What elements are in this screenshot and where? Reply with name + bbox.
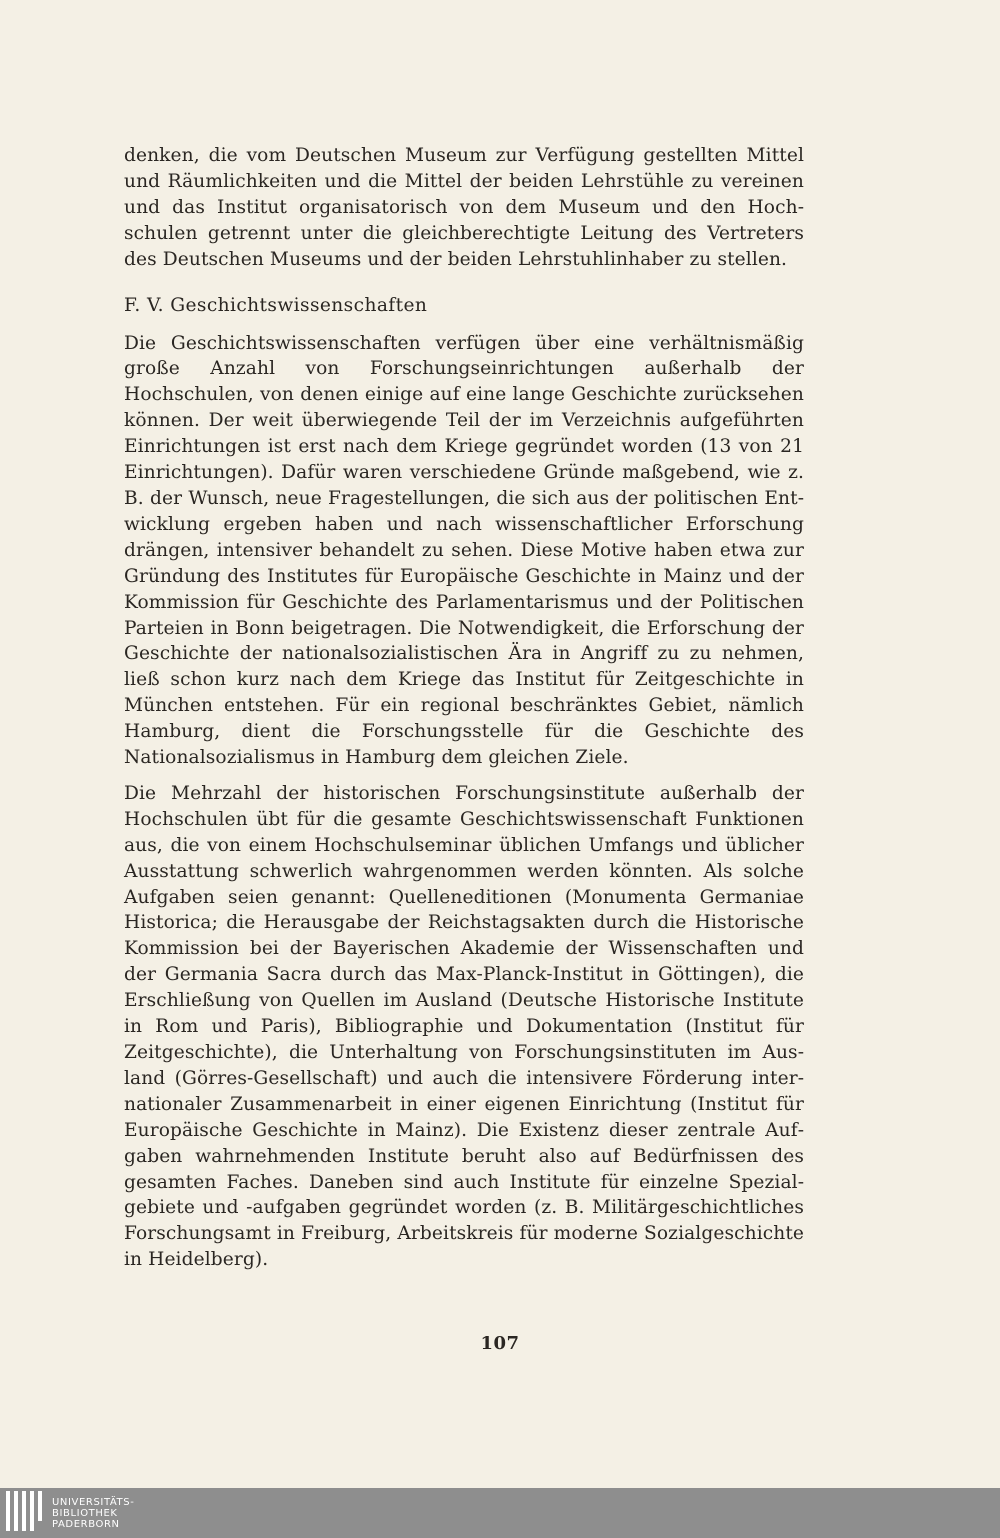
library-logo [6, 1490, 134, 1536]
footer-bar [0, 1488, 1000, 1538]
page-number: 107 [480, 1333, 520, 1354]
paragraph-2: Die Geschichtswissenschaften verfügen über eine verhältnismäßig große Anzahl von Forschungseinrichtungen außerhalb der Hochschulen, von denen einige auf eine lange Geschichte zurücksehen können. Der weit überwiegende Teil der im Verzeichnis aufgeführten Einrichtungen ist erst nach dem Kriege gegründet worden (13 von 21 Einrichtungen). Dafür waren verschiedene Gründe maßgebend, wie z. B. der Wunsch, neue Fragestellungen, die sich aus der politischen Entwicklung ergeben haben und nach wissenschaftlicher Erforschung drängen, intensiver behandelt zu sehen. Diese Motive haben etwa zur Gründung des Institutes für Europäische Geschichte in Mainz und der Kommission für Geschichte des Parlamentarismus und der Politischen Parteien in Bonn beigetragen. Die Notwendigkeit, die Erforschung der Geschichte der nationalsozialistischen Ära in Angriff zu zu nehmen, ließ schon kurz nach dem Kriege das Institut für Zeitgeschichte in München entstehen. Für ein regional beschränktes Gebiet, nämlich Hamburg, dient die Forschungsstelle für die Geschichte des Nationalsozialismus in Hamburg dem gleichen Ziele. [124, 332, 804, 769]
logo-text [52, 1497, 134, 1530]
paragraph-1: denken, die vom Deutschen Museum zur Verfügung gestellten Mittel und Räumlichkeiten und die Mittel der beiden Lehrstühle zu vereinen und das Institut organisatorisch von dem Museum und den Hochschulen getrennt unter die gleichberechtigte Leitung des Vertreters des Deutschen Museums und der beiden Lehrstuhlinhaber zu stellen. [124, 145, 804, 270]
text-block [124, 143, 804, 1273]
logo-line-2: BIBLIOTHEK [52, 1507, 118, 1519]
logo-line-1: UNIVERSITÄTS- [52, 1496, 135, 1508]
logo-line-3: PADERBORN [52, 1518, 120, 1530]
logo-bars-icon [6, 1491, 42, 1535]
paragraph-3: Die Mehrzahl der historischen Forschungsinstitute außerhalb der Hochschulen übt für die gesamte Geschichtswissenschaft Funktionen aus, die von einem Hochschulseminar üblichen Umfangs und üblicher Ausstattung schwerlich wahrgenommen werden könnten. Als solche Aufgaben seien genannt: Quelleneditionen (Monumenta Germaniae Historica; die Herausgabe der Reichstagsakten durch die Historische Kommission bei der Bayerischen Akademie der Wissenschaften und der Germania Sacra durch das Max-Planck-Institut in Göttingen), die Erschließung von Quellen im Ausland (Deutsche Historische Institute in Rom und Paris), Bibliographie und Dokumentation (Institut für Zeitgeschichte), die Unterhaltung von Forschungsinstituten im Ausland (Görres-Gesellschaft) und auch die intensivere Förderung internationaler Zusammenarbeit in einer eigenen Einrichtung (Institut für Europäische Geschichte in Mainz). Die Existenz dieser zentrale Aufgaben wahrnehmenden Institute beruht also auf Bedürfnissen des gesamten Faches. Daneben sind auch Institute für einzelne Spezialgebiete und -aufgaben gegründet worden (z. B. Militärgeschichtliches Forschungsamt in Freiburg, Arbeitskreis für moderne Sozialgeschichte in Heidelberg). [124, 782, 804, 1271]
section-heading: F. V. Geschichtswissenschaften [124, 294, 428, 316]
